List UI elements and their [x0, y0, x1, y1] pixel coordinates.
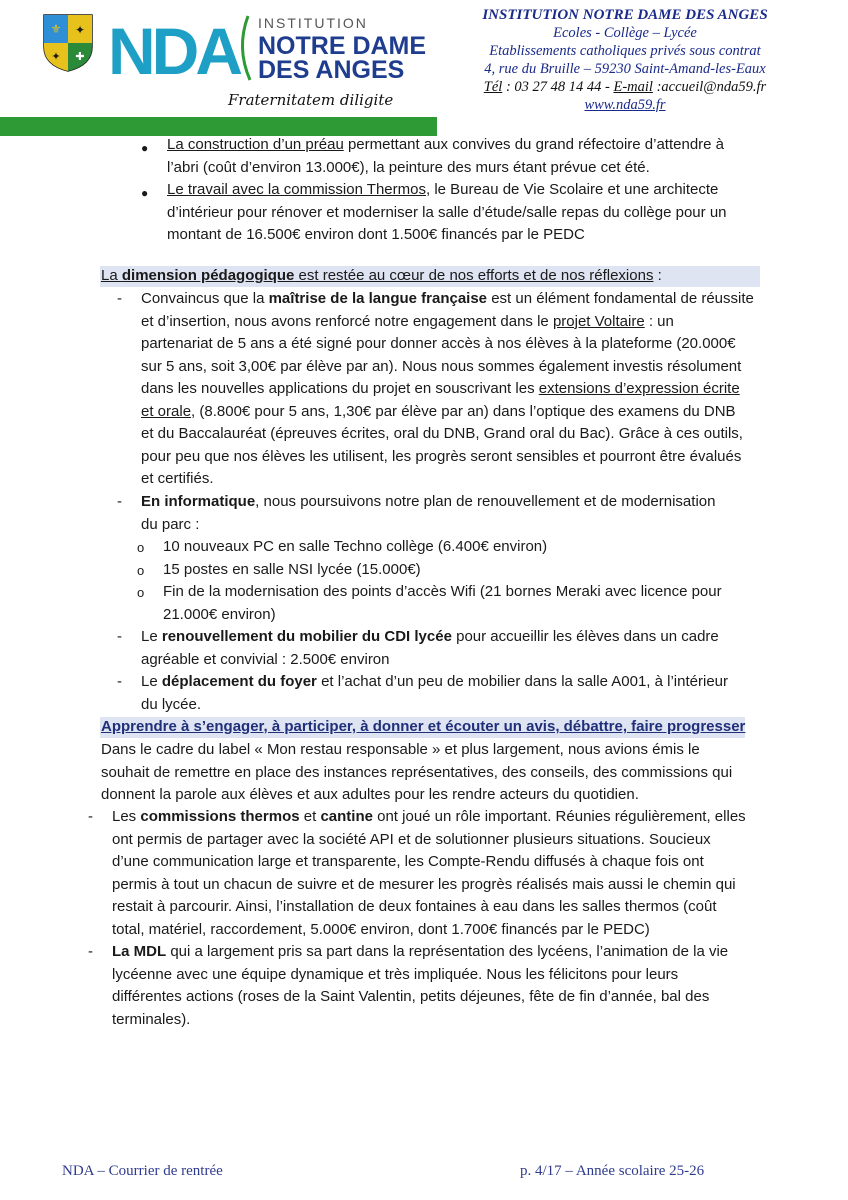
bullet-icon: ● [141, 186, 149, 200]
dash-marker: - [117, 493, 122, 510]
item-foyer: Le déplacement du foyer et l’achat d’un peu de mobilier dans la salle A001, à l’intérieur du lycée. [141, 673, 728, 713]
footer-page-number: p. 4/17 – Année scolaire 25-26 [520, 1163, 705, 1179]
svg-text:⚜: ⚜ [50, 22, 62, 36]
coat-of-arms-icon [42, 13, 94, 73]
dash-marker: - [117, 290, 122, 307]
svg-text:✚: ✚ [75, 51, 85, 63]
dash-marker: - [88, 943, 93, 960]
dash-marker: - [88, 808, 93, 825]
contact-block [460, 6, 790, 114]
phone-email-line [460, 78, 790, 96]
item-mdl: La MDL qui a largement pris sa part dans la représentation des lycéens, l’animation de la vie lycéenne avec une équipe dynamique et très impliquée. Nous les félicitons pour leurs différentes actions (roses de la Saint Valentin, petits déjeunes, fête de fin d’année, bal des terminales). [112, 943, 729, 1028]
sub-item-pc: 10 nouveaux PC en salle Techno collège (6.400€ environ) [163, 538, 548, 555]
email-link[interactable]: E-mail [613, 79, 653, 95]
logo-letters: NDA [108, 14, 239, 82]
item-commissions: Les commissions thermos et cantine ont joué un rôle important. Réunies régulièrement, elles ont permis de partager avec la société API et de solutionner plusieurs situations. Soucieux d’une communication large et transparente, les Compte-Rendu diffusés à chaque fois ont permis à tout un chacun de suivre et de mesurer les progrès réalisés mais aussi le chemin qui restait à parcourir. Ainsi, l’installation de deux fontaines à eau dans les salles thermos (coût total, matériel, raccordement, 5.000€ environ, dont 1.700€ financés par le PEDC) [112, 808, 746, 938]
circle-marker: o [137, 585, 145, 600]
nda-logo [108, 12, 448, 82]
sub-item-wifi: Fin de la modernisation des points d’accès Wifi (21 bornes Meraki avec licence pour 21.000€ environ) [163, 583, 722, 623]
svg-text:✦: ✦ [51, 51, 61, 63]
schools-line: Ecoles - Collège – Lycée [553, 25, 697, 41]
website-link[interactable]: www.nda59.fr [584, 97, 666, 113]
email-value[interactable]: :accueil@nda59.fr [652, 79, 767, 95]
item-informatique: En informatique, nous poursuivons notre plan de renouvellement et de modernisation du parc : [141, 493, 716, 533]
dash-marker: - [117, 673, 122, 690]
institution-name: INSTITUTION NOTRE DAME DES ANGES [482, 7, 768, 23]
address-line: 4, rue du Bruille – 59230 Saint-Amand-les-Eaux [484, 61, 766, 77]
engagement-heading: Apprendre à s’engager, à participer, à donner et écouter un avis, débattre, faire progresser [101, 718, 746, 735]
tel-label: Tél [483, 79, 503, 95]
logo-line1: NOTRE DAME [258, 32, 427, 60]
circle-marker: o [137, 540, 145, 555]
dash-marker: - [117, 628, 122, 645]
circle-marker: o [137, 563, 145, 578]
status-line: Etablissements catholiques privés sous contrat [489, 43, 761, 59]
logo-small-text: INSTITUTION [258, 15, 368, 31]
footer-left: NDA – Courrier de rentrée [62, 1163, 223, 1179]
bullet-preau: La construction d’un préau permettant aux convives du grand réfectoire d’attendre à l’abri (coût d’environ 13.000€), la peinture des murs étant prévue cet été. [167, 136, 725, 176]
tel-value: : 03 27 48 14 44 - [502, 79, 614, 95]
pedagogy-heading: La dimension pédagogique est restée au cœur de nos efforts et de nos réflexions : [101, 267, 662, 284]
bullet-icon: ● [141, 141, 149, 155]
letterhead [0, 0, 848, 140]
item-cdi: Le renouvellement du mobilier du CDI lycée pour accueillir les élèves dans un cadre agréable et convivial : 2.500€ environ [141, 628, 719, 668]
engagement-intro: Dans le cadre du label « Mon restau responsable » et plus largement, nous avions émis le souhait de remettre en place des instances représentatives, des conseils, des commissions qui donnent la parole aux élèves et aux adultes pour les rendre acteurs du quotidien. [101, 741, 733, 803]
item-voltaire: Convaincus que la maîtrise de la langue française est un élément fondamental de réussite et d’insertion, nous avons renforcé notre engagement dans le projet Voltaire : un partenariat de 5 ans a été signé pour donner accès à nos élèves à la plateforme (20.000€ sur 5 ans, soit 3,00€ par élève par an). Nous nous sommes également investis résolument dans les nouvelles applications du projet en souscrivant les extensions d’expression écrite et orale, (8.800€ pour 5 ans, 1,30€ par élève par an) dans l’optique des examens du DNB et du Baccalauréat (épreuves écrites, oral du DNB, Grand oral du Bac). Grâce à ces outils, pour peu que nos élèves les utilisent, les progrès seront sensibles et pourront être évalués et certifiés. [141, 290, 754, 487]
svg-text:✦: ✦ [74, 23, 86, 37]
bullet-thermos: Le travail avec la commission Thermos, le Bureau de Vie Scolaire et une architecte d’intérieur pour rénover et moderniser la salle d’étude/salle repas du collège pour un montant de 16.500€ environ dont 1.500€ financés par le PEDC [167, 181, 727, 243]
motto: Fraternitatem diligite [228, 91, 394, 109]
logo-line2: DES ANGES [258, 56, 405, 82]
sub-item-nsi: 15 postes en salle NSI lycée (15.000€) [163, 561, 421, 578]
